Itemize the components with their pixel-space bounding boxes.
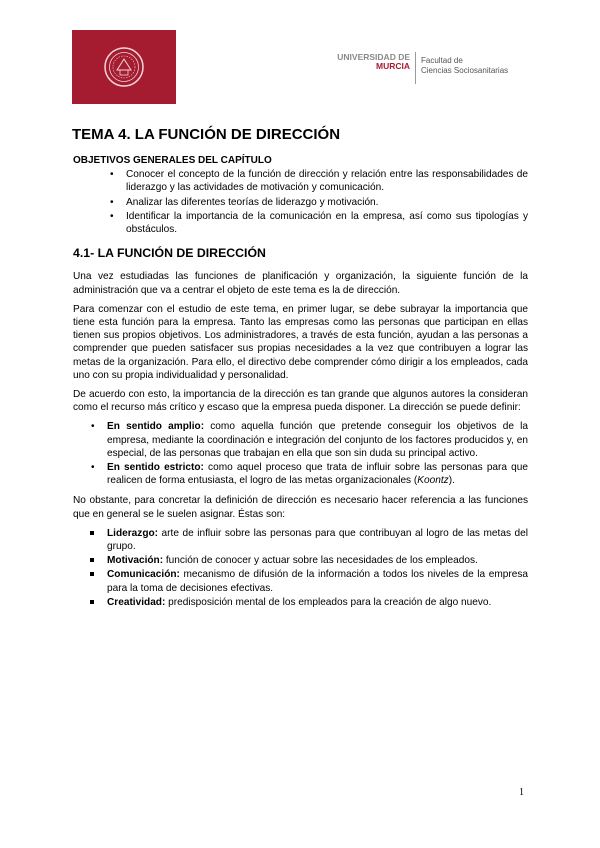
list-item (73, 568, 528, 594)
list-item (73, 461, 528, 487)
paragraph: No obstante, para concretar la definición de dirección es necesario hacer referencia a las funciones que en general se le suelen asignar. Éstas son: (73, 495, 528, 520)
list-item (73, 420, 528, 460)
function-text: arte de influir sobre las personas para que contribuyan al logro de las metas del grupo. (107, 527, 528, 553)
university-city: MURCIA (376, 61, 410, 71)
square-bullet-icon (90, 600, 94, 604)
bullet-icon: • (91, 462, 95, 474)
definition-tail: ). (448, 475, 455, 487)
function-term: Comunicación: (107, 569, 180, 581)
list-item: • Identificar la importancia de la comunicación en la empresa, así como sus tipologías y obstáculos. (110, 210, 528, 236)
square-bullet-icon (90, 558, 94, 562)
document-body (73, 154, 528, 616)
list-item: • Analizar las diferentes teorías de liderazgo y motivación. (110, 196, 379, 208)
paragraph: Para comenzar con el estudio de este tema, en primer lugar, se debe subrayar la importancia que tiene esta función para la empresa. Tanto las empresas como las personas que participan en ellas tienen sus propios objetivos. Los administradores, a través de esta función, ayudan a las personas a comprender que pueden satisfacer sus propias necesidades a la vez que contribuyen a lograr las metas de la organización. Para ello, el directivo debe comprender cómo dirigir a los empleados, cada uno con su propia individualidad y personalidad. (73, 303, 528, 381)
definition-text: como aquella función que pretende conseguir los objetivos de la empresa, mediante la coordinación e integración del conjunto de los factores producidos y, en especial, de las personas que trabajan en ella que son sin duda su principal activo. (107, 421, 528, 459)
square-bullet-icon (90, 572, 94, 576)
bullet-icon: • (110, 169, 114, 181)
seal-icon (103, 46, 145, 88)
list-item (73, 527, 528, 553)
function-text: predisposición mental de los empleados para la creación de algo nuevo. (165, 596, 492, 608)
author-citation: Koontz (417, 475, 449, 487)
bullet-icon: • (110, 210, 114, 222)
square-bullet-icon (90, 531, 94, 535)
header-divider (415, 52, 416, 84)
function-text: mecanismo de difusión de la información a todos los niveles de la empresa para la toma de decisiones efectivas. (107, 569, 528, 594)
definition-text: como aquel proceso que trata de influir sobre las personas para que realicen de forma entusiasta, el logro de las metas organizacionales ( (107, 462, 528, 487)
list-item (73, 554, 528, 567)
function-term: Creatividad: (107, 596, 166, 608)
bullet-icon: • (91, 421, 95, 433)
faculty-line-2: Ciencias Sociosanitarias (421, 66, 509, 75)
objectives-list (73, 168, 528, 236)
function-term: Motivación: (107, 555, 164, 567)
list-item: • Conocer el concepto de la función de dirección y relación entre las responsabilidades de liderazgo y las actividades de motivación y comunicación. (110, 169, 528, 194)
paragraph: Una vez estudiadas las funciones de planificación y organización, la siguiente función de la administración que va a centrar el objeto de este tema es la de dirección. (73, 271, 528, 296)
definitions-list (73, 420, 528, 487)
section-heading: 4.1- LA FUNCIÓN DE DIRECCIÓN (73, 246, 266, 261)
objectives-heading: OBJETIVOS GENERALES DEL CAPÍTULO (73, 155, 272, 166)
page-number: 1 (519, 787, 524, 798)
page-title: TEMA 4. LA FUNCIÓN DE DIRECCIÓN (72, 126, 341, 143)
faculty-line-1: Facultad de (421, 56, 463, 65)
functions-list (73, 527, 528, 609)
university-name: UNIVERSIDAD DE (337, 52, 410, 62)
faculty-name (421, 56, 508, 76)
definition-term: En sentido estricto: (107, 462, 204, 474)
bullet-icon: • (110, 196, 114, 208)
function-term: Liderazgo: (107, 527, 159, 539)
university-wordmark (334, 53, 410, 71)
university-seal-logo (72, 30, 176, 104)
list-item (73, 596, 528, 609)
definition-term: En sentido amplio: (107, 421, 205, 433)
function-text: función de conocer y actuar sobre las necesidades de los empleados. (163, 555, 478, 567)
paragraph: De acuerdo con esto, la importancia de la dirección es tan grande que algunos autores la consideran como el recurso más crítico y escaso que la empresa pueda disponer. La dirección se puede definir: (73, 389, 528, 414)
